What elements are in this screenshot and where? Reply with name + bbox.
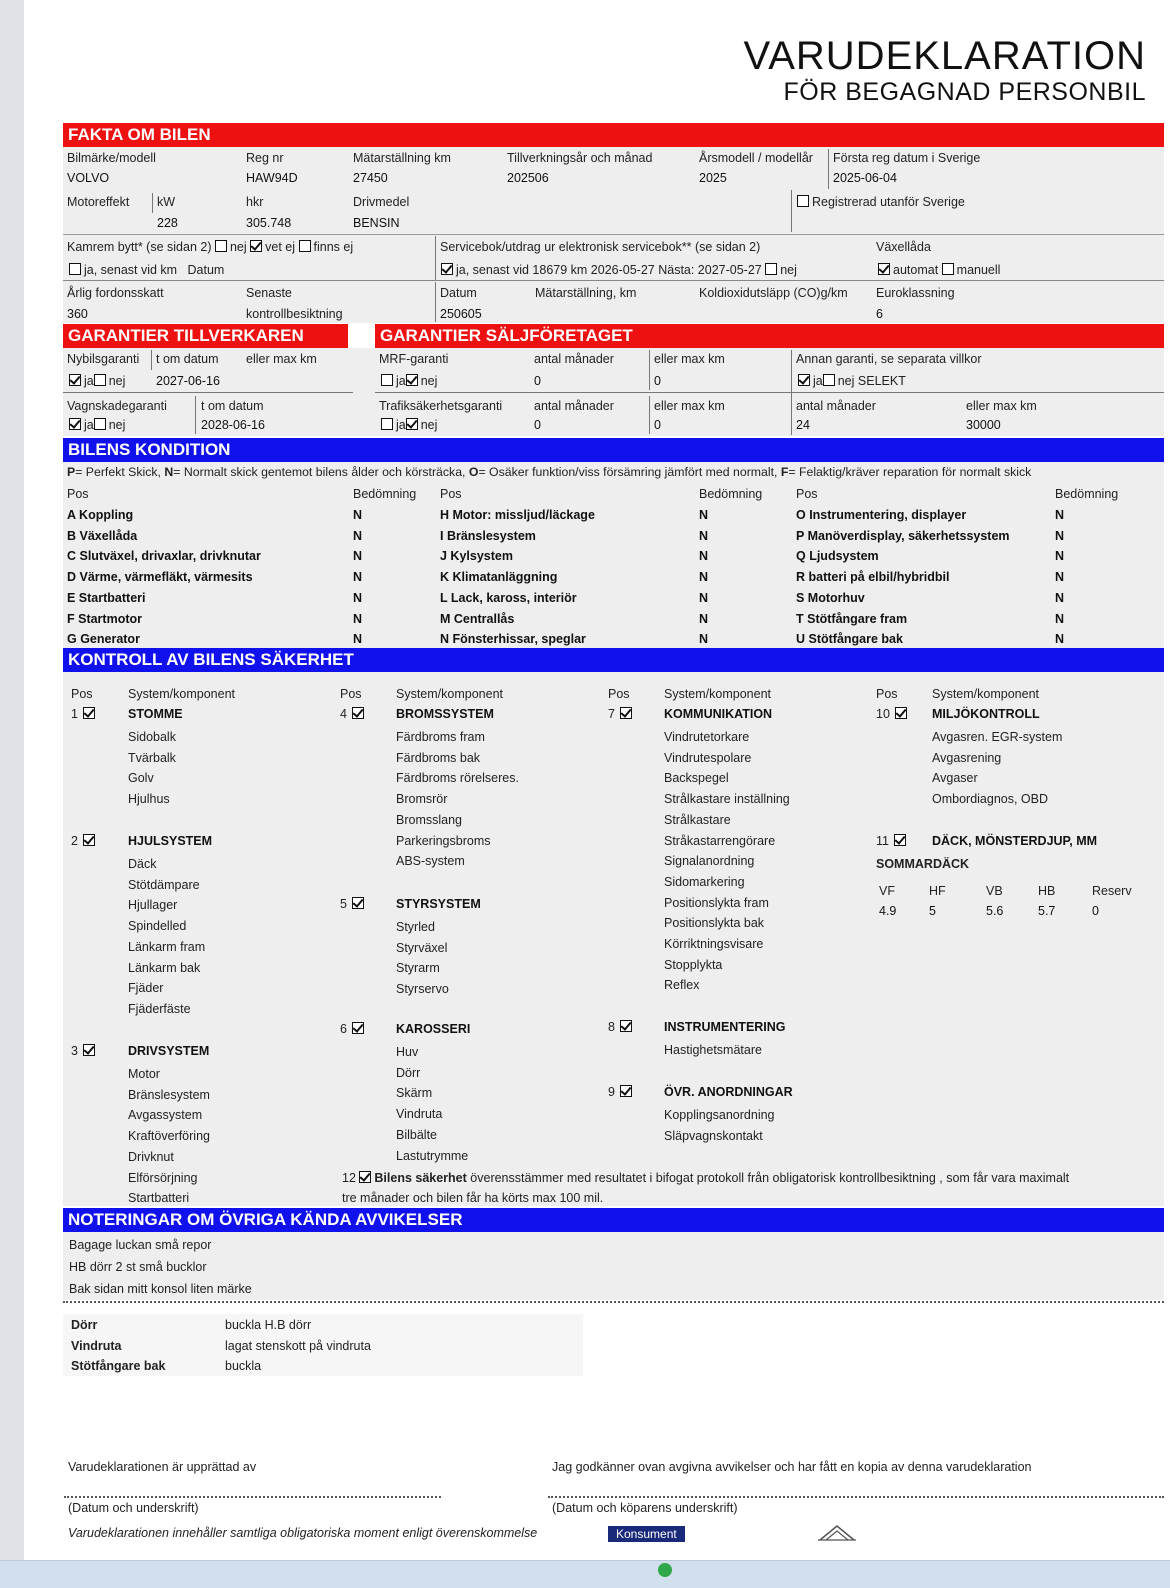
- safety-group-title: STOMME: [128, 707, 183, 721]
- safety-group-number: [71, 707, 98, 721]
- safety-component: Hjullager: [128, 898, 178, 913]
- safety-group-num-text: 5: [340, 897, 347, 911]
- model-year-value: 2025: [699, 171, 727, 185]
- safety-group-checkbox[interactable]: [894, 834, 906, 846]
- brand-value: VOLVO: [67, 171, 110, 185]
- condition-item-name: D Värme, värmefläkt, värmesits: [67, 570, 253, 585]
- note-part: Dörr: [71, 1318, 98, 1332]
- safety-group-title: DÄCK, MÖNSTERDJUP, MM: [932, 834, 1098, 848]
- condition-item-rating: N: [1055, 570, 1065, 585]
- safety-component: Signalanordning: [664, 854, 755, 869]
- service-ja-checkbox[interactable]: [441, 263, 453, 275]
- mrf-label: MRF-garanti: [379, 352, 449, 366]
- safety-component: Drivknut: [128, 1149, 174, 1164]
- safety-component: Avgassystem: [128, 1108, 203, 1123]
- safety-component: Vindrutetorkare: [664, 730, 750, 744]
- notes-header: NOTERINGAR OM ÖVRIGA KÄNDA AVVIKELSER: [63, 1208, 1164, 1232]
- condition-item-name: R batteri på elbil/hybridbil: [796, 570, 950, 585]
- condition-item-name: U Stötfångare bak: [796, 632, 903, 647]
- safety-group-number: [340, 1022, 367, 1036]
- condition-item-name: Q Ljudsystem: [796, 549, 879, 564]
- condition-item-rating: N: [353, 508, 363, 522]
- signature-right-label: Jag godkänner ovan avgivna avvikelser och har fått en kopia av denna varudeklaration: [552, 1460, 1032, 1474]
- trafik-km: 0: [654, 418, 661, 432]
- condition-item-rating: N: [1055, 611, 1065, 626]
- gearbox-manual-checkbox[interactable]: [942, 263, 954, 275]
- safety-component: Golv: [128, 771, 154, 786]
- safety-component: Avgaser: [932, 771, 978, 786]
- condition-item-rating: N: [1055, 549, 1065, 564]
- trafik-yesno: ja nej: [381, 418, 437, 432]
- condition-item-rating: N: [353, 570, 363, 585]
- safety-sys-label: System/komponent: [664, 687, 771, 701]
- kamrem-vetej-checkbox[interactable]: [250, 240, 262, 252]
- kamrem-ja-checkbox[interactable]: [69, 263, 81, 275]
- trafik-months: 0: [534, 418, 541, 432]
- safety-component: Färdbroms bak: [396, 750, 481, 765]
- safety-group-number: [876, 834, 909, 848]
- safety-group-number: [71, 834, 98, 848]
- safety-component: Bränslesystem: [128, 1087, 210, 1102]
- safety-pos-label: Pos: [340, 687, 362, 701]
- reg-value: HAW94D: [246, 171, 298, 185]
- tire-header: VF: [879, 884, 895, 898]
- safety-group-number: [71, 1044, 98, 1058]
- tire-header: VB: [986, 884, 1003, 898]
- safety-component: Styrled: [396, 920, 435, 934]
- condition-item-rating: N: [1055, 508, 1065, 522]
- tax-value: 360: [67, 307, 88, 321]
- inspection-date-value: 250605: [440, 307, 482, 321]
- tire-season: SOMMARDÄCK: [876, 857, 970, 871]
- power-label: Motoreffekt: [67, 195, 130, 209]
- condition-item-rating: N: [353, 549, 363, 564]
- safety-component: Färdbroms fram: [396, 730, 485, 744]
- safety-component: Ombordiagnos, OBD: [932, 792, 1049, 807]
- safety-pos-label: Pos: [608, 687, 630, 701]
- konsument-badge: Konsument: [608, 1526, 685, 1542]
- note-description: buckla H.B dörr: [225, 1318, 312, 1332]
- fuel-value: BENSIN: [353, 216, 400, 230]
- safety-component: Bromsrör: [396, 792, 448, 807]
- cond-rating-label-2: Bedömning: [699, 487, 763, 501]
- nybil-yesno: ja nej: [69, 374, 125, 388]
- safety-component: Skärm: [396, 1086, 433, 1101]
- note-line: HB dörr 2 st små bucklor: [69, 1260, 207, 1274]
- fakta-header: FAKTA OM BILEN: [63, 123, 1164, 147]
- inspection-label: Senaste: [246, 286, 292, 300]
- safety-group-title: MILJÖKONTROLL: [932, 707, 1040, 721]
- first-reg-value: 2025-06-04: [833, 171, 897, 185]
- safety-group-checkbox[interactable]: [83, 834, 95, 846]
- nybil-ja-checkbox[interactable]: [69, 374, 81, 386]
- gearbox-auto-checkbox[interactable]: [878, 263, 890, 275]
- safety-component: Lastutrymme: [396, 1148, 469, 1163]
- condition-item-name: I Bränslesystem: [440, 528, 536, 543]
- safety-component: Tvärbalk: [128, 750, 176, 765]
- safety-component: Bilbälte: [396, 1127, 437, 1142]
- safety-group-checkbox[interactable]: [352, 707, 364, 719]
- safety-component: Hjulhus: [128, 792, 170, 807]
- annan-yesno: ja nej SELEKT: [798, 374, 906, 388]
- trafik-months-label: antal månader: [534, 399, 614, 413]
- safety-component: Stötdämpare: [128, 877, 200, 892]
- safety-group-number: [876, 707, 910, 721]
- safety-component: Reflex: [664, 978, 700, 993]
- tire-header: HB: [1038, 884, 1056, 898]
- safety-pos-label: Pos: [71, 687, 93, 701]
- condition-item-name: F Startmotor: [67, 611, 142, 626]
- hkr-label: hkr: [246, 195, 264, 209]
- safety-component: Vindruta: [396, 1107, 443, 1122]
- safety-group-checkbox[interactable]: [352, 897, 364, 909]
- safety-group-title: KAROSSERI: [396, 1022, 471, 1036]
- safety-group-num-text: 7: [608, 707, 615, 721]
- safety-group-num-text: 2: [71, 834, 78, 848]
- cond-pos-label-2: Pos: [440, 487, 462, 501]
- condition-item-name: N Fönsterhissar, speglar: [440, 632, 586, 647]
- safety-pos-label: Pos: [876, 687, 898, 701]
- safety-component: Strålkastare inställning: [664, 792, 790, 807]
- vagn-date: 2028-06-16: [201, 418, 265, 432]
- safety-component: Elförsörjning: [128, 1170, 198, 1185]
- safety-sys-label: System/komponent: [932, 687, 1039, 701]
- inspection-label-2: kontrollbesiktning: [246, 307, 343, 321]
- safety-component: Styrservo: [396, 982, 449, 997]
- safety-group-title: KOMMUNIKATION: [664, 707, 773, 721]
- safety-component: Startbatteri: [128, 1191, 190, 1206]
- annan-km: 30000: [966, 418, 1001, 432]
- nybil-km-label: eller max km: [246, 352, 317, 366]
- status-dot-icon: [658, 1563, 672, 1577]
- safety-component: Däck: [128, 857, 157, 871]
- safety-group-number: [608, 707, 635, 721]
- safety-component: Huv: [396, 1045, 419, 1059]
- safety-component: ABS-system: [396, 854, 465, 869]
- tire-depth: 0: [1092, 904, 1099, 918]
- mrf-months-label: antal månader: [534, 352, 614, 366]
- service-label: Servicebok/utdrag ur elektronisk servicebok** (se sidan 2): [440, 240, 761, 254]
- safety-group-number: [340, 897, 367, 911]
- safety-group-num-text: 10: [876, 707, 890, 721]
- safety-group-checkbox[interactable]: [83, 1044, 95, 1056]
- note-line: Bak sidan mitt konsol liten märke: [69, 1282, 252, 1296]
- condition-item-name: M Centrallås: [440, 611, 515, 626]
- cond-rating-label-3: Bedömning: [1055, 487, 1119, 501]
- condition-item-rating: N: [699, 611, 709, 626]
- seller-warranty-header: GARANTIER SÄLJFÖRETAGET: [375, 324, 1164, 348]
- safety-component: Körriktningsvisare: [664, 937, 764, 951]
- safety-group-checkbox[interactable]: [620, 707, 632, 719]
- annan-ja-checkbox[interactable]: [798, 374, 810, 386]
- note-description: buckla: [225, 1359, 262, 1373]
- inspection-date-label: Datum: [440, 286, 477, 300]
- note-line: Bagage luckan små repor: [69, 1238, 212, 1252]
- vagn-ja-checkbox[interactable]: [69, 418, 81, 430]
- checkbox-icon[interactable]: [797, 195, 809, 207]
- safety-group-title: STYRSYSTEM: [396, 897, 481, 911]
- safety-component: Styrarm: [396, 961, 440, 976]
- kw-value: 228: [157, 216, 178, 230]
- condition-legend: P= Perfekt Skick, N= Normalt skick gentemot bilens ålder och körsträcka, O= Osäker funktion/viss försämring jämfört med normalt, F= Felaktig/kräver reparation för normalt skick: [67, 465, 1032, 479]
- model-year-label: Årsmodell / modellår: [699, 151, 813, 165]
- first-reg-label: Första reg datum i Sverige: [833, 151, 981, 165]
- mrf-km: 0: [654, 374, 661, 388]
- safety-group-num-text: 6: [340, 1022, 347, 1036]
- kamrem-ja-row: ja, senast vid km Datum: [69, 263, 224, 277]
- condition-item-name: K Klimatanläggning: [440, 570, 558, 585]
- service-nej-checkbox[interactable]: [765, 263, 777, 275]
- safety-component: Motor: [128, 1067, 160, 1081]
- gearbox-label: Växellåda: [876, 240, 931, 254]
- safety-component: Positionslykta bak: [664, 916, 765, 931]
- safety-component: Parkeringsbroms: [396, 833, 491, 848]
- safety-component: Fjäderfäste: [128, 1001, 191, 1016]
- manufacture-label: Tillverkningsår och månad: [507, 151, 653, 165]
- condition-item-name: L Lack, kaross, interiör: [440, 590, 577, 605]
- condition-item-name: B Växellåda: [67, 528, 138, 543]
- euro-label: Euroklassning: [876, 286, 955, 300]
- safety-component: Avgasren. EGR-system: [932, 730, 1063, 744]
- safety-group-num-text: 9: [608, 1085, 615, 1099]
- footer-note: Varudeklarationen innehåller samtliga obligatoriska moment enligt överenskommelse: [68, 1526, 538, 1540]
- mrf-km-label: eller max km: [654, 352, 725, 366]
- condition-item-rating: N: [1055, 528, 1065, 543]
- kw-label: kW: [157, 195, 176, 209]
- condition-item-name: C Slutväxel, drivaxlar, drivknutar: [67, 549, 261, 564]
- safety-component: Länkarm fram: [128, 939, 206, 954]
- tire-depth: 5.6: [986, 904, 1004, 918]
- vagn-nej-checkbox[interactable]: [94, 418, 106, 430]
- condition-item-name: H Motor: missljud/läckage: [440, 508, 595, 522]
- condition-item-name: A Koppling: [67, 508, 134, 522]
- condition-item-rating: N: [353, 528, 363, 543]
- safety-group-checkbox[interactable]: [83, 707, 95, 719]
- safety-group-num-text: 8: [608, 1020, 615, 1034]
- annan-months-label: antal månader: [796, 399, 876, 413]
- safety-component: Sidobalk: [128, 730, 176, 744]
- condition-item-rating: N: [699, 590, 709, 605]
- co2-label: Koldioxidutsläpp (CO)g/km: [699, 286, 848, 300]
- trafik-ja-checkbox[interactable]: [381, 418, 393, 430]
- trafik-label: Trafiksäkerhetsgaranti: [379, 399, 503, 413]
- vagn-label: Vagnskadegaranti: [67, 399, 167, 413]
- signature-left-line[interactable]: [64, 1496, 441, 1498]
- euro-value: 6: [876, 307, 883, 321]
- mrf-ja-checkbox[interactable]: [381, 374, 393, 386]
- condition-header: BILENS KONDITION: [63, 438, 1164, 462]
- condition-item-name: T Stötfångare fram: [796, 611, 908, 626]
- cond-pos-label-1: Pos: [67, 487, 89, 501]
- signature-left-sub: (Datum och underskrift): [68, 1501, 199, 1515]
- tire-depth: 5: [929, 904, 936, 918]
- mrf-yesno: ja nej: [381, 374, 437, 388]
- inspection-odo-label: Mätarställning, km: [535, 286, 637, 300]
- document-subtitle: FÖR BEGAGNAD PERSONBIL: [783, 78, 1146, 106]
- tire-depth: 5.7: [1038, 904, 1056, 918]
- cond-rating-label-1: Bedömning: [353, 487, 417, 501]
- nybil-date: 2027-06-16: [156, 374, 220, 388]
- safety-component: Backspegel: [664, 771, 729, 786]
- safety-group-checkbox[interactable]: [352, 1022, 364, 1034]
- safety-component: Kraftöverföring: [128, 1129, 210, 1144]
- kamrem-nej-checkbox[interactable]: [215, 240, 227, 252]
- condition-item-rating: N: [699, 632, 709, 647]
- document-title: VARUDEKLARATION: [743, 34, 1146, 78]
- safety-component: Sidomarkering: [664, 874, 745, 889]
- mrf-nej-checkbox[interactable]: [406, 374, 418, 386]
- kamrem-finnsej-checkbox[interactable]: [299, 240, 311, 252]
- gearbox-row: automat manuell: [878, 263, 1000, 277]
- manufacturer-warranty-header: GARANTIER TILLVERKAREN: [63, 324, 348, 348]
- safety-component: Positionslykta fram: [664, 895, 769, 910]
- annan-km-label: eller max km: [966, 399, 1037, 413]
- vagn-yesno: ja nej: [69, 418, 125, 432]
- safety-component: Dörr: [396, 1065, 421, 1080]
- reg-label: Reg nr: [246, 151, 284, 165]
- note-part: Vindruta: [71, 1338, 122, 1353]
- document-page: [24, 0, 1170, 1560]
- tire-header: HF: [929, 884, 946, 898]
- nybil-date-label: t om datum: [156, 352, 219, 366]
- signature-right-line[interactable]: [548, 1496, 1164, 1498]
- safety-header: KONTROLL AV BILENS SÄKERHET: [63, 648, 1164, 672]
- safety-sys-label: System/komponent: [128, 687, 235, 701]
- safety-component: Länkarm bak: [128, 960, 201, 975]
- manufacture-value: 202506: [507, 171, 549, 185]
- safety-group-title: DRIVSYSTEM: [128, 1044, 210, 1058]
- vagn-date-label: t om datum: [201, 399, 264, 413]
- nybil-label: Nybilsgaranti: [67, 352, 140, 366]
- safety-item-12: 12 Bilens säkerhet överensstämmer med resultatet i bifogat protokoll från obligatorisk kontrollbesiktning , som får vara maximalt: [342, 1171, 1070, 1185]
- annan-months: 24: [796, 418, 810, 432]
- registered-abroad-checkbox[interactable]: Registrerad utanför Sverige: [797, 195, 965, 209]
- condition-item-rating: N: [699, 570, 709, 585]
- safety-group-checkbox[interactable]: [895, 707, 907, 719]
- note-description: lagat stenskott på vindruta: [225, 1338, 371, 1353]
- safety-component: Färdbroms rörelseres.: [396, 771, 519, 786]
- brand-label: Bilmärke/modell: [67, 151, 156, 165]
- fuel-label: Drivmedel: [353, 195, 410, 209]
- tire-header: Reserv: [1092, 884, 1132, 898]
- tire-depth: 4.9: [879, 904, 897, 918]
- odometer-value: 27450: [353, 171, 388, 185]
- condition-item-name: S Motorhuv: [796, 590, 865, 605]
- condition-item-name: O Instrumentering, displayer: [796, 508, 967, 522]
- annan-label: Annan garanti, se separata villkor: [796, 352, 982, 366]
- safety-item-12-cont: tre månader och bilen får ha körts max 100 mil.: [342, 1191, 604, 1205]
- trafik-km-label: eller max km: [654, 399, 725, 413]
- safety-component: Bromsslang: [396, 812, 462, 827]
- safety-component: Strålkastare: [664, 812, 731, 827]
- safety-group-title: ÖVR. ANORDNINGAR: [664, 1085, 793, 1099]
- safety-group-title: HJULSYSTEM: [128, 834, 213, 848]
- safety-component: Släpvagnskontakt: [664, 1128, 763, 1143]
- tax-label: Årlig fordonsskatt: [67, 286, 164, 300]
- safety-component: Vindrutespolare: [664, 750, 752, 765]
- cond-pos-label-3: Pos: [796, 487, 818, 501]
- hkr-value: 305.748: [246, 216, 292, 230]
- safety-group-num-text: 11: [876, 834, 889, 848]
- condition-item-name: G Generator: [67, 632, 140, 647]
- safety-group-num-text: 3: [71, 1044, 78, 1058]
- viewer-bottom-bar: [0, 1560, 1170, 1588]
- safety-group-title: BROMSSYSTEM: [396, 707, 494, 721]
- odometer-label: Mätarställning km: [353, 151, 451, 165]
- signature-right-sub: (Datum och köparens underskrift): [552, 1501, 738, 1515]
- trafik-nej-checkbox[interactable]: [406, 418, 418, 430]
- safety-component: Styrväxel: [396, 940, 448, 955]
- safety-component: Stråkastarrengörare: [664, 833, 776, 848]
- condition-item-rating: N: [1055, 632, 1065, 647]
- safety-group-number: [608, 1020, 635, 1034]
- kamrem-row: Kamrem bytt* (se sidan 2) nej vet ej finns ej: [67, 240, 354, 254]
- safety-component: Spindelled: [128, 919, 187, 934]
- safety-group-num-text: 1: [71, 707, 78, 721]
- safety-group-checkbox[interactable]: [620, 1020, 632, 1032]
- safety-component: Stopplykta: [664, 957, 723, 972]
- condition-item-rating: N: [699, 508, 709, 522]
- safety-sys-label: System/komponent: [396, 687, 503, 701]
- note-part: Stötfångare bak: [71, 1359, 166, 1373]
- condition-item-rating: N: [353, 611, 363, 626]
- safety-group-number: [608, 1085, 635, 1099]
- item12-checkbox[interactable]: [359, 1171, 371, 1183]
- signature-left-label: Varudeklarationen är upprättad av: [68, 1460, 257, 1474]
- condition-item-rating: N: [353, 632, 363, 647]
- condition-item-name: P Manöverdisplay, säkerhetssystem: [796, 528, 1010, 543]
- service-row: ja, senast vid 18679 km 2026-05-27 Nästa: 2027-05-27 nej: [441, 263, 797, 277]
- logo-icon: [816, 1523, 858, 1546]
- condition-item-rating: N: [353, 590, 363, 605]
- safety-group-title: INSTRUMENTERING: [664, 1020, 786, 1034]
- safety-component: Avgasrening: [932, 750, 1002, 765]
- safety-component: Kopplingsanordning: [664, 1108, 775, 1122]
- condition-item-rating: N: [1055, 590, 1065, 605]
- condition-item-rating: N: [699, 528, 709, 543]
- condition-item-name: J Kylsystem: [440, 549, 513, 564]
- nybil-nej-checkbox[interactable]: [94, 374, 106, 386]
- safety-component: Fjäder: [128, 981, 164, 996]
- mrf-months: 0: [534, 374, 541, 388]
- annan-nej-checkbox[interactable]: [823, 374, 835, 386]
- safety-group-number: [340, 707, 367, 721]
- condition-item-name: E Startbatteri: [67, 590, 146, 605]
- safety-group-num-text: 4: [340, 707, 347, 721]
- condition-item-rating: N: [699, 549, 709, 564]
- safety-component: Hastighetsmätare: [664, 1043, 762, 1057]
- safety-group-checkbox[interactable]: [620, 1085, 632, 1097]
